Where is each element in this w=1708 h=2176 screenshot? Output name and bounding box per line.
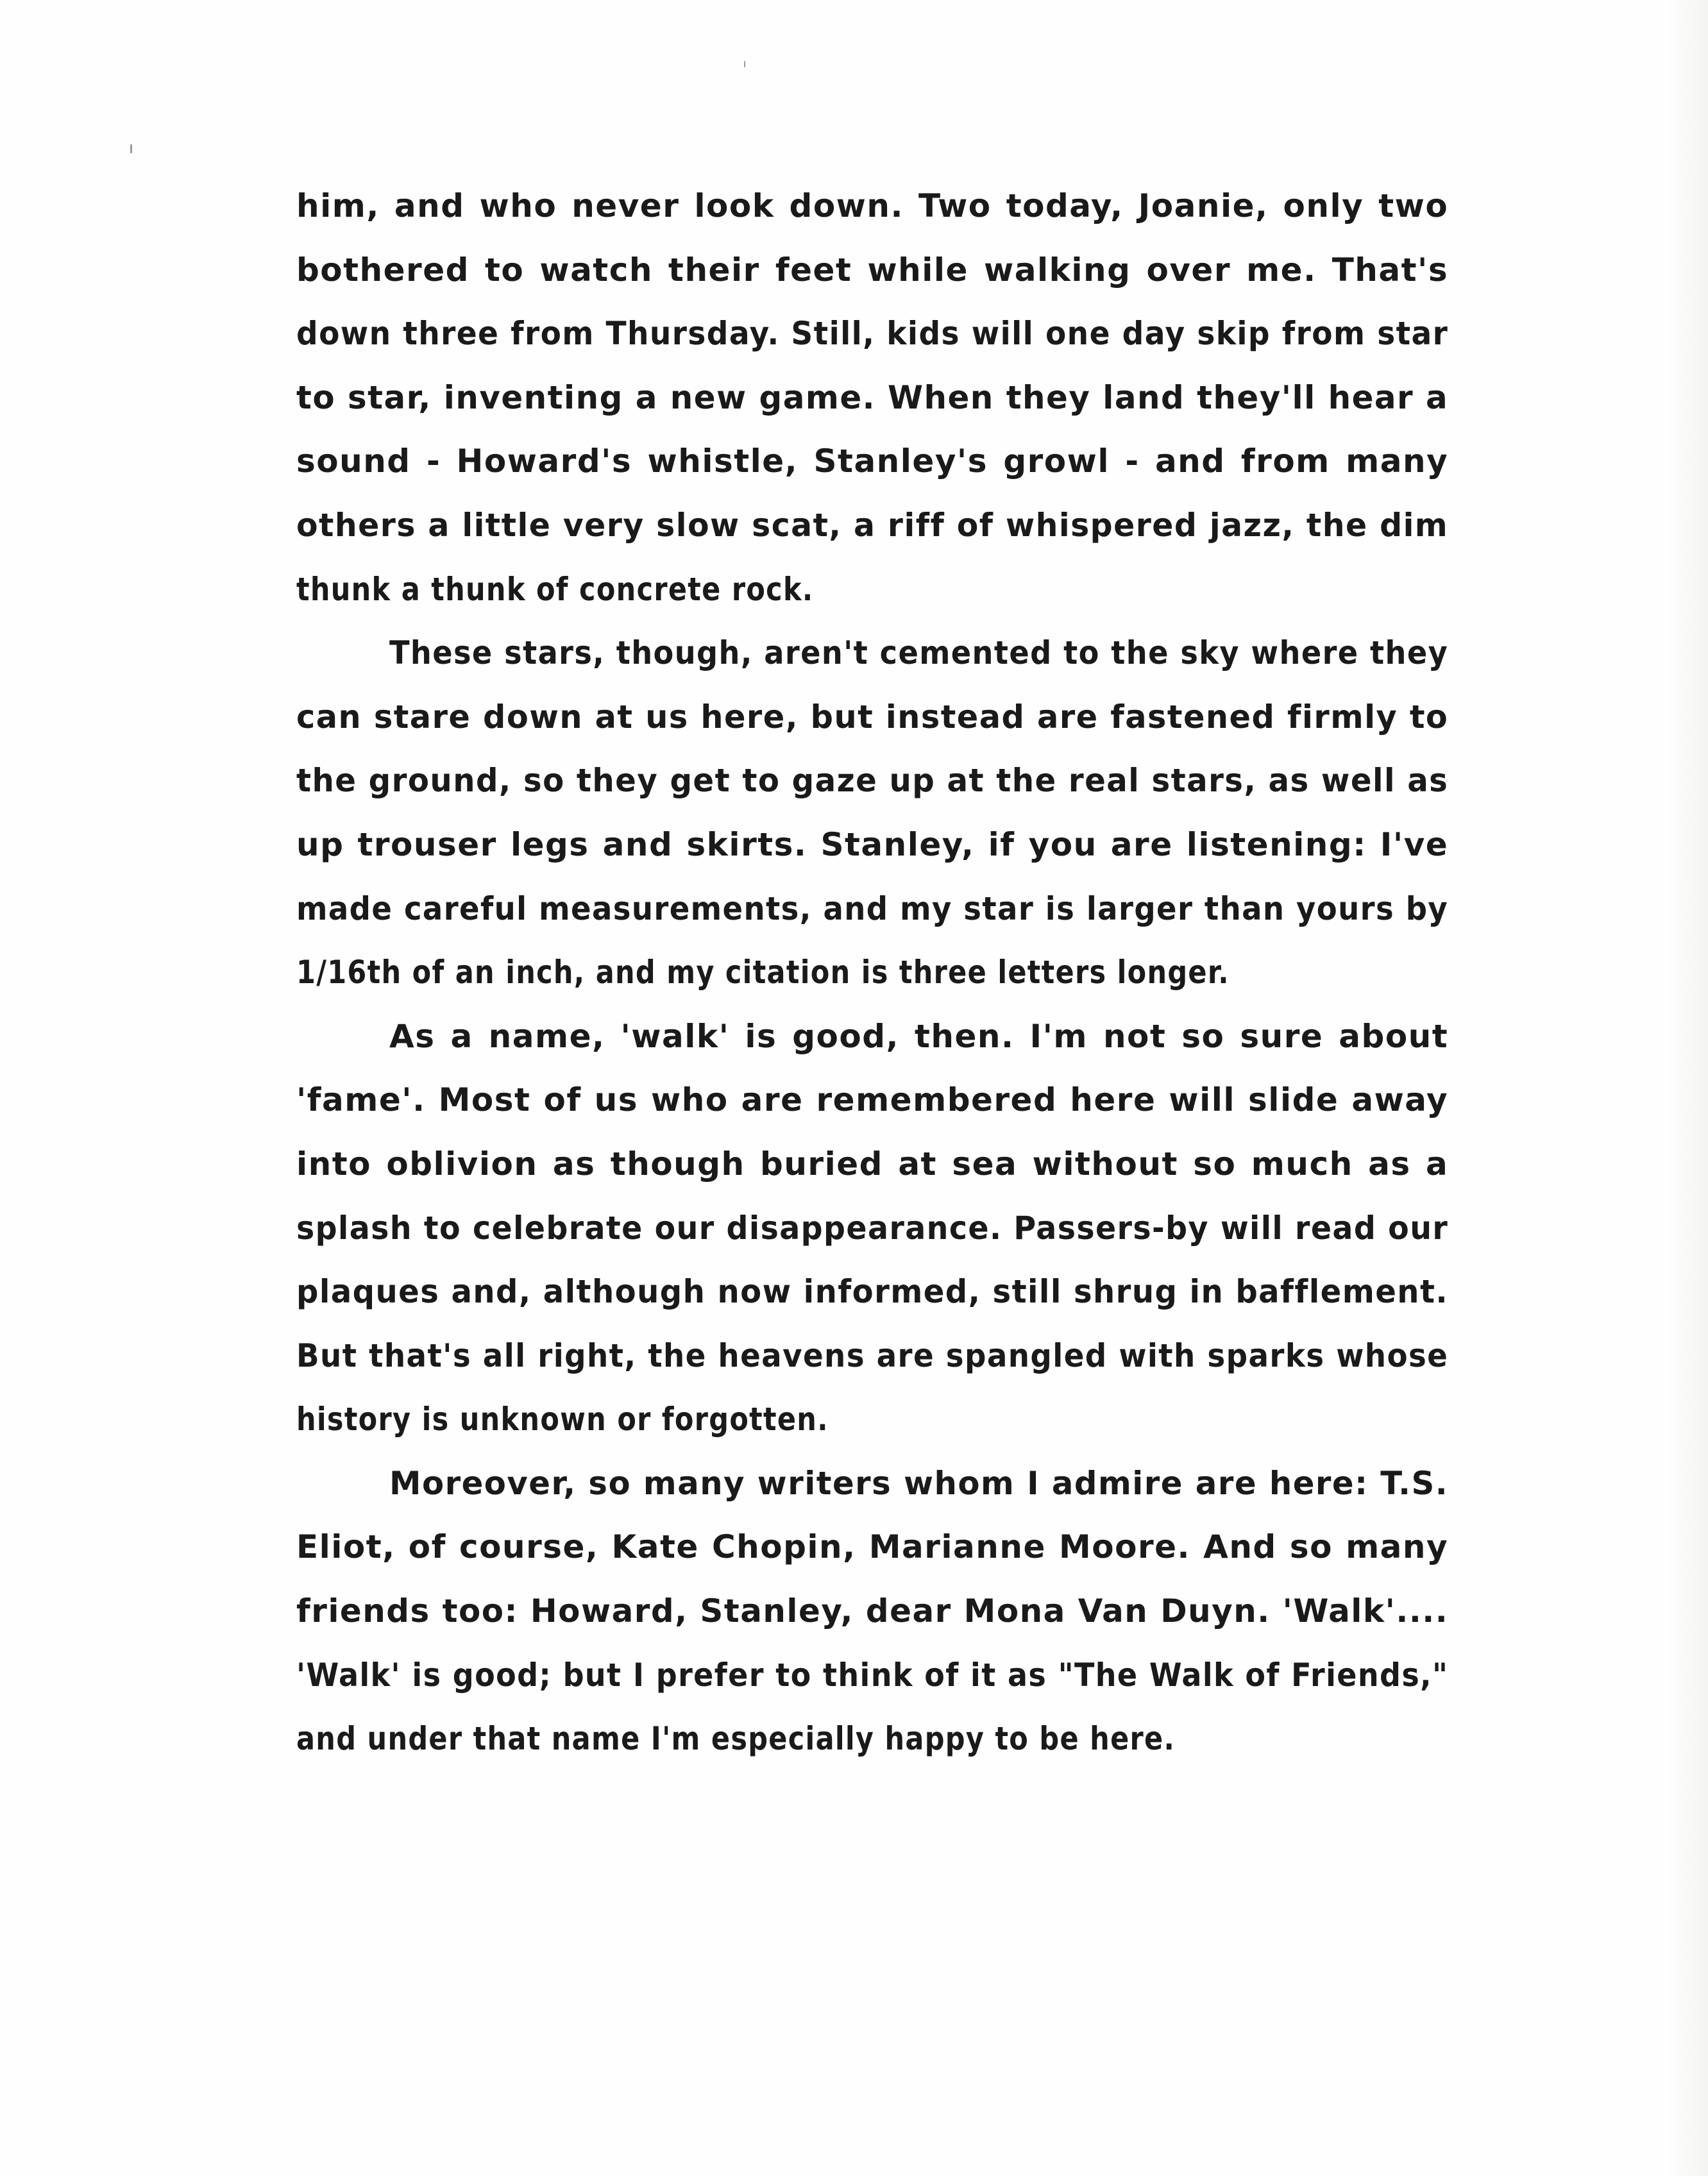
text-line: 1/16th of an inch, and my citation is three letters longer. — [296, 954, 1230, 991]
text-line: bothered to watch their feet while walking over me. That's — [296, 251, 1449, 289]
text-line: But that's all right, the heavens are spangled with sparks whose — [296, 1337, 1449, 1374]
text-line: down three from Thursday. Still, kids will one day skip from star — [296, 315, 1449, 353]
text-line: 'fame'. Most of us who are remembered here will slide away — [296, 1081, 1449, 1119]
text-line: These stars, though, aren't cemented to the sky where they — [389, 634, 1449, 672]
scan-speck — [744, 61, 745, 67]
text-line: and under that name I'm especially happy to be here. — [296, 1720, 1176, 1758]
paragraph-3 — [296, 1005, 1451, 1452]
text-line: thunk a thunk of concrete rock. — [296, 570, 814, 608]
document-body — [296, 174, 1451, 1771]
text-line: As a name, 'walk' is good, then. I'm not so sure about — [389, 1017, 1449, 1055]
text-line: can stare down at us here, but instead are fastened firmly to — [296, 698, 1449, 736]
text-line: to star, inventing a new game. When they land they'll hear a — [296, 378, 1449, 416]
text-line: up trouser legs and skirts. Stanley, if you are listening: I've — [296, 825, 1449, 863]
text-line: Moreover, so many writers whom I admire are here: T.S. — [389, 1464, 1449, 1502]
page-edge-shadow — [1663, 0, 1708, 2176]
text-line: plaques and, although now informed, still shrug in bafflement. — [296, 1273, 1449, 1311]
text-line: friends too: Howard, Stanley, dear Mona Van Duyn. 'Walk'.... — [296, 1592, 1449, 1630]
text-line: Eliot, of course, Kate Chopin, Marianne Moore. And so many — [296, 1528, 1449, 1566]
text-line: splash to celebrate our disappearance. Passers-by will read our — [296, 1209, 1449, 1247]
text-line: made careful measurements, and my star is larger than yours by — [296, 890, 1449, 927]
paragraph-4 — [296, 1452, 1451, 1771]
paragraph-1 — [296, 174, 1451, 621]
paragraph-2 — [296, 621, 1451, 1005]
text-line: the ground, so they get to gaze up at the real stars, as well as — [296, 762, 1449, 800]
text-line: him, and who never look down. Two today, Joanie, only two — [296, 187, 1449, 224]
text-line: sound - Howard's whistle, Stanley's growl - and from many — [296, 443, 1449, 480]
text-line: into oblivion as though buried at sea without so much as a — [296, 1145, 1449, 1183]
scan-speck — [130, 144, 132, 153]
text-line: others a little very slow scat, a riff of whispered jazz, the dim — [296, 506, 1449, 544]
text-line: history is unknown or forgotten. — [296, 1401, 829, 1438]
text-line: 'Walk' is good; but I prefer to think of it as "The Walk of Friends," — [296, 1656, 1449, 1694]
